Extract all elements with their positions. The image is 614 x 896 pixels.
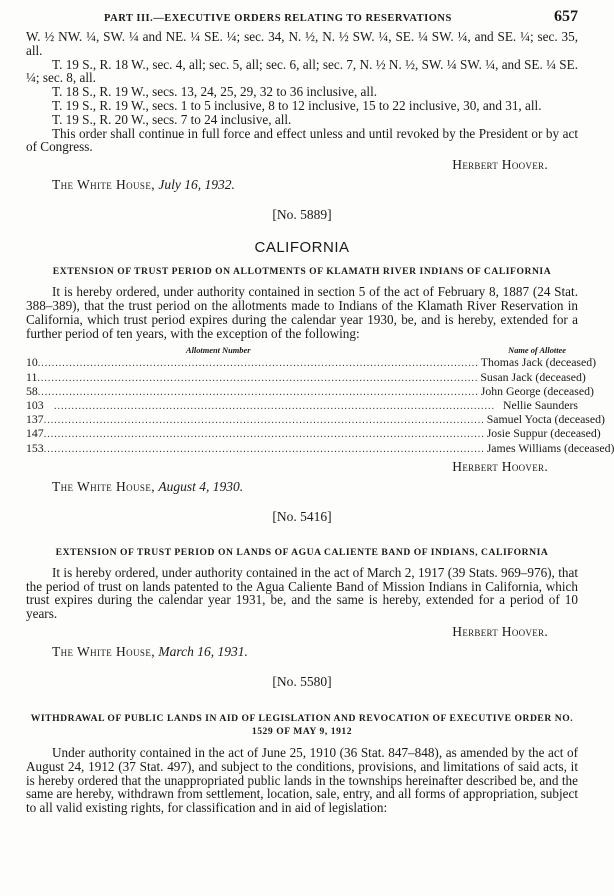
allotment-row: [26, 412, 605, 427]
order-number: [No. 5580]: [272, 673, 332, 689]
allotment-row: [26, 383, 594, 399]
land-description-3: T. 18 S., R. 19 W., secs. 13, 24, 25, 29, 32 to 36 inclusive, all.: [52, 84, 378, 100]
withdrawal-order-body: Under authority contained in the act of June 25, 1910 (36 Stat. 847–848), as amended by the act of August 24, 1912 (37 Stat. 497), and subject to the conditions, provisions, and limitations of said acts, it is hereby ordered that the unappropriated public lands in the townships hereinafter described be, and the same are hereby, withdrawn from settlement, location, sale, entry, and all forms of appropriation, subject to all valid existing rights, for classification and in aid of legislation:: [26, 744, 578, 816]
dot-leader: ..............................................................................................................................: [37, 358, 479, 370]
allottee-name: Thomas Jack (deceased): [480, 355, 597, 370]
dot-leader: ..............................................................................................................................: [37, 386, 479, 398]
dot-leader: ..............................................................................................................................: [43, 429, 485, 441]
allottee-name: Josie Suppur (deceased): [486, 426, 601, 441]
allottee-name: Nellie Saunders: [502, 397, 578, 412]
allottee-name: Samuel Yocta (deceased): [486, 412, 605, 427]
section-caption-agua-caliente: EXTENSION OF TRUST PERIOD ON LANDS OF AGUA CALIENTE BAND OF INDIANS, CALIFORNIA: [55, 546, 549, 558]
allotment-number: 11: [26, 369, 38, 384]
running-head: PART III.—EXECUTIVE ORDERS RELATING TO RESERVATIONS: [104, 13, 452, 24]
white-house-label: The White House,: [52, 643, 156, 659]
allotment-row: [26, 440, 614, 456]
allotment-row: [26, 399, 578, 413]
land-description-2: T. 19 S., R. 18 W., sec. 4, all; sec. 5, all; sec. 6, all; sec. 7, N. ½ N. ½, SW. ¼ SW. ¼, and SE. ¼ SE. ¼; sec. 8, all.: [26, 56, 578, 86]
agua-caliente-order-body: It is hereby ordered, under authority contained in the act of March 2, 1917 (39 Stats. 969–976), that the period of trust on lands patented to the Agua Caliente Band of Mission Indians in California, which trust expires during the calendar year 1931, be, and the same is hereby, extended for a period of 10 years.: [26, 564, 578, 622]
allotment-row: [26, 355, 597, 370]
land-description-5: T. 19 S., R. 20 W., secs. 7 to 24 inclusive, all.: [52, 111, 292, 127]
signature-hoover-3: Herbert Hoover.: [452, 623, 548, 639]
dot-leader: ..............................................................................................................................: [43, 415, 485, 427]
allotment-number: 10: [26, 355, 38, 370]
allotment-row: [26, 426, 601, 441]
klamath-order-body: It is hereby ordered, under authority contained in section 5 of the act of February 8, 1887 (24 Stat. 388–389), that the trust period on the allotments made to Indians of the Klamath River Reservation in California, which trust period expires during the calendar year 1930, be, and is hereby, extended for a further period of ten years, with the exception of the following:: [26, 284, 578, 341]
dot-leader: ..............................................................................................................................: [43, 443, 485, 455]
allotment-row: [26, 369, 586, 385]
page-number: 657: [554, 8, 578, 25]
order-date: July 16, 1932.: [158, 177, 235, 193]
allotment-number: 153: [26, 440, 44, 455]
land-description-1: W. ½ NW. ¼, SW. ¼ and NE. ¼ SE. ¼; sec. 34, N. ½, N. ½ SW. ¼, SE. ¼ SW. ¼, and SE. ¼; sec. 35, all.: [26, 29, 578, 58]
order-number: [No. 5889]: [272, 207, 332, 223]
allottee-name-header: Name of Allottee: [508, 346, 566, 356]
allotment-table-header: [186, 346, 566, 355]
section-caption-klamath: EXTENSION OF TRUST PERIOD ON ALLOTMENTS OF KLAMATH RIVER INDIANS OF CALIFORNIA: [52, 266, 552, 278]
dot-leader: ..............................................................................................................................: [37, 372, 479, 384]
continuation-clause: This order shall continue in full force and effect unless and until revoked by the President or by act of Congress.: [26, 125, 578, 155]
white-house-dateline-2: [52, 479, 578, 495]
allottee-name: Susan Jack (deceased): [480, 369, 586, 384]
allottee-name: James Williams (deceased): [486, 440, 614, 455]
allotment-number: 103: [26, 397, 44, 412]
allottee-name: John George (deceased): [480, 383, 594, 398]
allotment-number: 137: [26, 412, 44, 427]
allotment-number-header: Allotment Number: [186, 346, 251, 356]
allotment-number: 147: [26, 426, 44, 441]
order-date: March 16, 1931.: [158, 643, 248, 659]
white-house-dateline-1: [52, 177, 578, 193]
land-description-4: T. 19 S., R. 19 W., secs. 1 to 5 inclusive, 8 to 12 inclusive, 15 to 22 inclusive, 30, and 31, all.: [52, 97, 542, 113]
allotment-number: 58: [26, 383, 38, 398]
signature-hoover-1: Herbert Hoover.: [452, 157, 548, 173]
section-caption-withdrawal: WITHDRAWAL OF PUBLIC LANDS IN AID OF LEGISLATION AND REVOCATION OF EXECUTIVE ORDER NO. 1529 OF MAY 9, 1912: [30, 712, 574, 737]
order-number: [No. 5416]: [272, 508, 332, 524]
signature-hoover-2: Herbert Hoover.: [452, 458, 548, 474]
white-house-label: The White House,: [52, 177, 156, 193]
allotment-list: [26, 355, 614, 455]
order-date: August 4, 1930.: [158, 478, 244, 494]
white-house-label: The White House,: [52, 478, 156, 494]
page-header: [104, 8, 578, 30]
state-heading: CALIFORNIA: [254, 239, 350, 257]
dot-leader: ..............................................................................................................................: [54, 400, 495, 412]
white-house-dateline-3: [52, 644, 578, 660]
